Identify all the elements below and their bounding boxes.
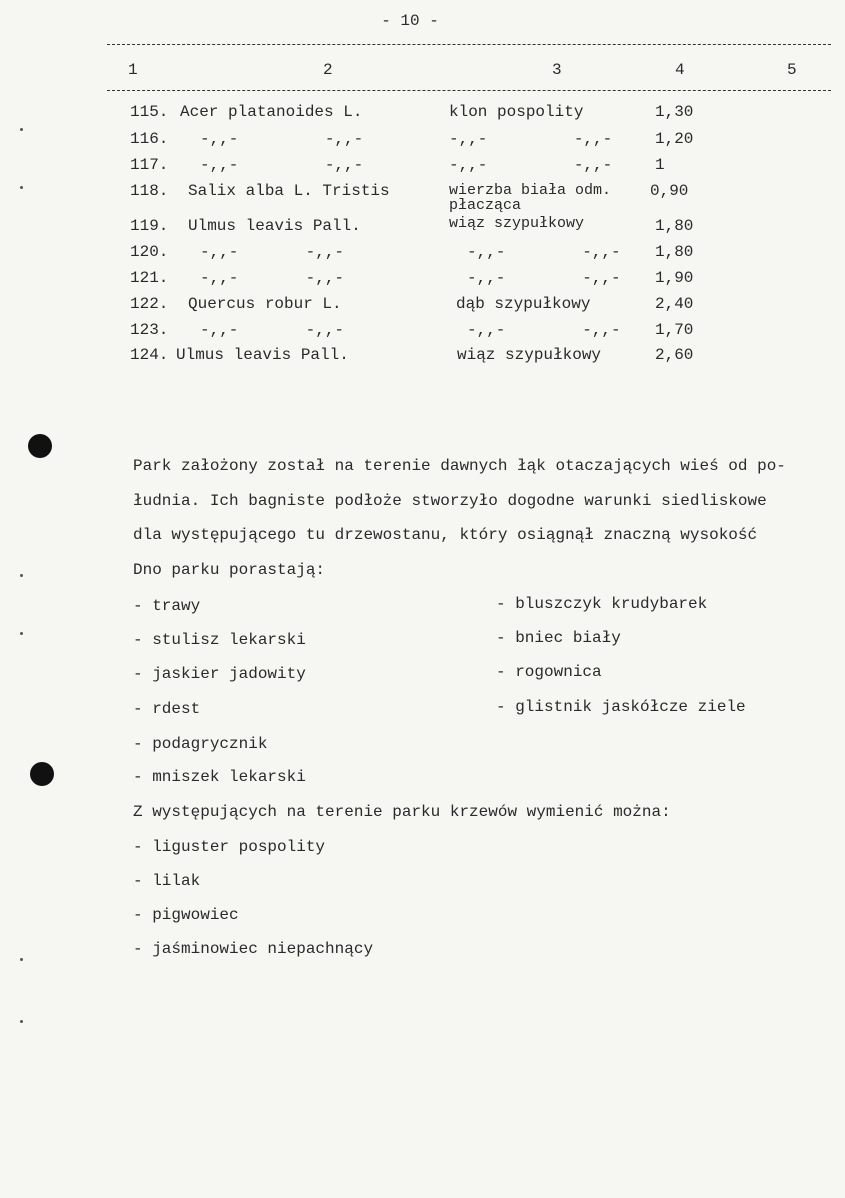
polish-name: dąb szypułkowy <box>456 295 591 313</box>
list-item: - bluszczyk krudybarek <box>496 595 708 613</box>
polish-name: -,,- -,,- <box>467 321 621 339</box>
paragraph-line: Dno parku porastają: <box>133 561 326 579</box>
value: 1,20 <box>655 130 694 148</box>
paragraph-line: łudnia. Ich bagniste podłoże stworzyło dogodne warunki siedliskowe <box>133 492 767 510</box>
polish-name: -,,- -,,- <box>449 130 613 148</box>
column-header-5: 5 <box>787 61 797 79</box>
list-item: - rogownica <box>496 663 602 681</box>
column-header-2: 2 <box>323 61 333 79</box>
list-item: - trawy <box>133 597 201 615</box>
row-number: 121. <box>130 269 169 287</box>
list-item: - lilak <box>133 872 201 890</box>
list-item: - podagrycznik <box>133 735 268 753</box>
polish-name: klon pospolity <box>449 103 584 121</box>
list-item: - pigwowiec <box>133 906 239 924</box>
value: 1,30 <box>655 103 694 121</box>
polish-name: -,,- -,,- <box>449 156 613 174</box>
value: 2,60 <box>655 346 694 364</box>
polish-name: -,,- -,,- <box>467 269 621 287</box>
list-item: - rdest <box>133 700 201 718</box>
punch-hole <box>28 434 52 458</box>
value: 1,70 <box>655 321 694 339</box>
table-header-rule <box>107 90 831 91</box>
row-number: 122. <box>130 295 169 313</box>
speck <box>20 128 23 131</box>
value: 0,90 <box>650 182 689 200</box>
page-number: - 10 - <box>381 12 439 30</box>
latin-name: -,,- -,,- <box>200 243 345 261</box>
latin-name: Salix alba L. Tristis <box>188 182 390 200</box>
list-item: - liguster pospolity <box>133 838 326 856</box>
speck <box>20 958 23 961</box>
latin-name: -,,- -,,- <box>200 130 364 148</box>
list-item: - stulisz lekarski <box>133 631 306 649</box>
row-number: 116. <box>130 130 169 148</box>
polish-name-continued: płacząca <box>449 197 522 214</box>
row-number: 119. <box>130 217 169 235</box>
row-number: 118. <box>130 182 169 200</box>
value: 1,80 <box>655 243 694 261</box>
column-header-4: 4 <box>675 61 685 79</box>
list-item: - mniszek lekarski <box>133 768 306 786</box>
speck <box>20 186 23 189</box>
column-header-3: 3 <box>552 61 562 79</box>
punch-hole <box>30 762 54 786</box>
row-number: 117. <box>130 156 169 174</box>
latin-name: Ulmus leavis Pall. <box>188 217 361 235</box>
paragraph-line: Park założony został na terenie dawnych łąk otaczających wieś od po- <box>133 457 786 475</box>
speck <box>20 1020 23 1023</box>
value: 2,40 <box>655 295 694 313</box>
value: 1,80 <box>655 217 694 235</box>
polish-name: wierzba biała odm. <box>449 182 612 199</box>
latin-name: -,,- -,,- <box>200 321 345 339</box>
speck <box>20 574 23 577</box>
latin-name: -,,- -,,- <box>200 156 364 174</box>
value: 1 <box>655 156 665 174</box>
latin-name: Acer platanoides L. <box>180 103 363 121</box>
row-number: 115. <box>130 103 169 121</box>
table-top-rule <box>107 44 831 45</box>
speck <box>20 632 23 635</box>
list-item: - bniec biały <box>496 629 621 647</box>
shrubs-intro: Z występujących na terenie parku krzewów wymienić można: <box>133 803 671 821</box>
row-number: 120. <box>130 243 169 261</box>
list-item: - glistnik jaskółcze ziele <box>496 698 746 716</box>
list-item: - jaśminowiec niepachnący <box>133 940 374 958</box>
latin-name: -,,- -,,- <box>200 269 345 287</box>
row-number: 123. <box>130 321 169 339</box>
paragraph-line: dla występującego tu drzewostanu, który osiągnął znaczną wysokość <box>133 526 758 544</box>
column-header-1: 1 <box>128 61 138 79</box>
polish-name: wiąz szypułkowy <box>449 215 585 232</box>
polish-name: wiąz szypułkowy <box>457 346 602 364</box>
value: 1,90 <box>655 269 694 287</box>
list-item: - jaskier jadowity <box>133 665 306 683</box>
polish-name: -,,- -,,- <box>467 243 621 261</box>
row-number: 124. <box>130 346 169 364</box>
latin-name: Ulmus leavis Pall. <box>176 346 349 364</box>
latin-name: Quercus robur L. <box>188 295 342 313</box>
